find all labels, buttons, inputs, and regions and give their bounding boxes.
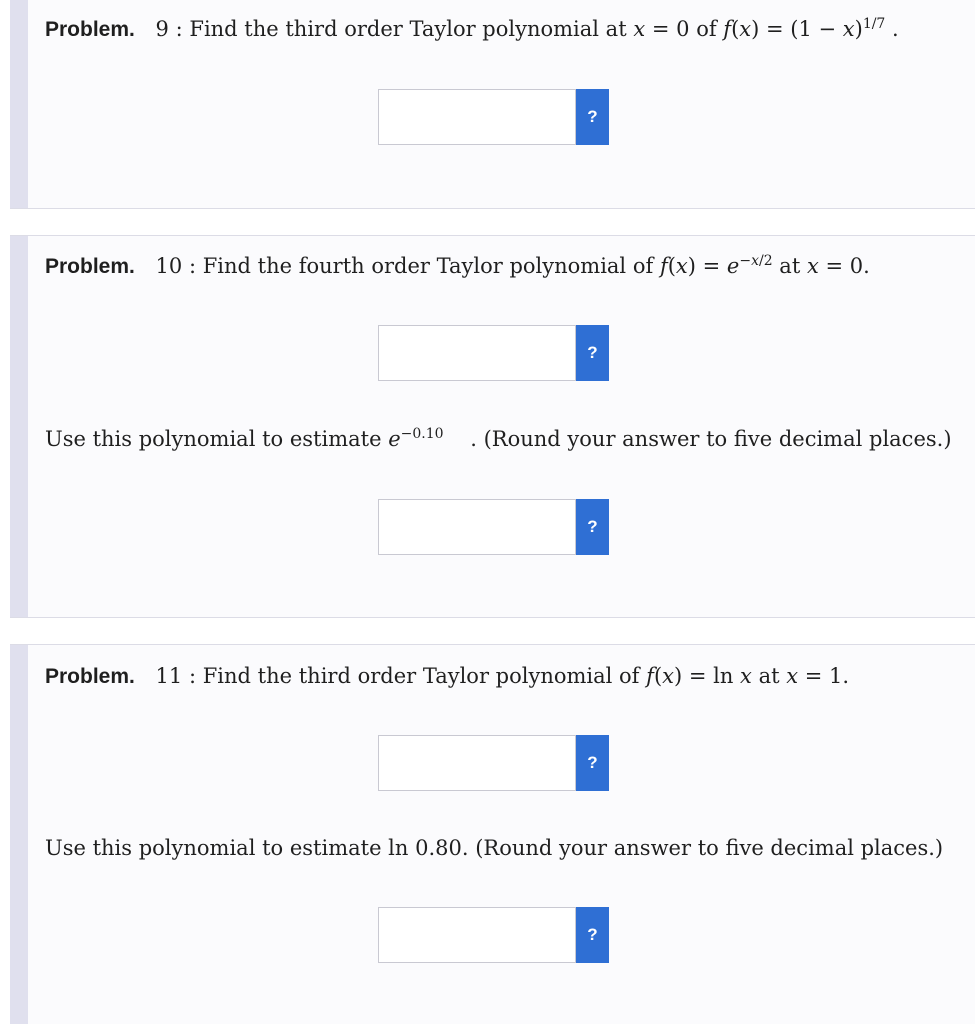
math-expression: x = 0. xyxy=(806,254,870,278)
problem-text: Find the third order Taylor polynomial at xyxy=(189,17,627,41)
math-expression: x = 0 xyxy=(633,17,690,41)
problem-10-answer-2 xyxy=(378,499,609,555)
problem-text-mid: at xyxy=(779,254,801,278)
problem-number: 11 xyxy=(155,664,183,688)
answer-input[interactable] xyxy=(378,499,576,555)
answer-input[interactable] xyxy=(378,89,576,145)
help-button[interactable]: ? xyxy=(576,907,609,963)
help-button[interactable]: ? xyxy=(576,325,609,381)
math-function: $f(x) = e^{-x/2}$ xyxy=(659,253,773,278)
problem-9-card xyxy=(10,0,975,209)
problem-label: Problem. xyxy=(45,18,135,41)
problem-text-mid: of xyxy=(696,17,717,41)
problem-11-answer-2 xyxy=(378,907,609,963)
math-exp: $e^{-0.10}$ xyxy=(388,426,444,451)
math-function: f(x) = ln x xyxy=(646,664,752,688)
problem-11-statement: Problem. 11 : Find the third order Taylor polynomial of f(x) = ln x at x = 1. xyxy=(45,664,850,688)
estimate-suffix: . (Round your answer to five decimal places.) xyxy=(470,427,952,451)
problem-label: Problem. xyxy=(45,665,135,688)
estimate-text: Use this polynomial to estimate xyxy=(45,427,382,451)
problem-number: 10 xyxy=(155,254,183,278)
problem-10-card xyxy=(10,235,975,618)
help-button[interactable]: ? xyxy=(576,499,609,555)
math-function: $f(x) = (1 - x)^{1/7}$ . xyxy=(723,16,899,41)
answer-input[interactable] xyxy=(378,907,576,963)
problem-9-answer xyxy=(378,89,609,145)
problem-10-estimate xyxy=(45,425,952,453)
problem-text: Find the fourth order Taylor polynomial of xyxy=(202,254,654,278)
math-expression: x = 1. xyxy=(786,664,850,688)
problem-10-statement: Problem. 10 : Find the fourth order Taylor polynomial of $f(x) = e^{-x/2}$ at x = 0. xyxy=(45,253,870,278)
problem-11-card xyxy=(10,644,975,1024)
help-button[interactable]: ? xyxy=(576,89,609,145)
problem-number: 9 xyxy=(155,17,169,41)
problem-label: Problem. xyxy=(45,255,135,278)
problem-11-estimate xyxy=(45,834,943,862)
problem-text-mid: at xyxy=(758,664,780,688)
answer-input[interactable] xyxy=(378,735,576,791)
problem-text: Find the third order Taylor polynomial of xyxy=(202,664,640,688)
help-button[interactable]: ? xyxy=(576,735,609,791)
problem-9-statement: Problem. 9 : Find the third order Taylor polynomial at x = 0 of $f(x) = (1 - x)^{1/7}$ . xyxy=(45,16,899,41)
problem-11-answer-1 xyxy=(378,735,609,791)
problem-10-answer-1 xyxy=(378,325,609,381)
estimate-text: Use this polynomial to estimate ln 0.80. (Round your answer to five decimal places.) xyxy=(45,836,944,860)
answer-input[interactable] xyxy=(378,325,576,381)
